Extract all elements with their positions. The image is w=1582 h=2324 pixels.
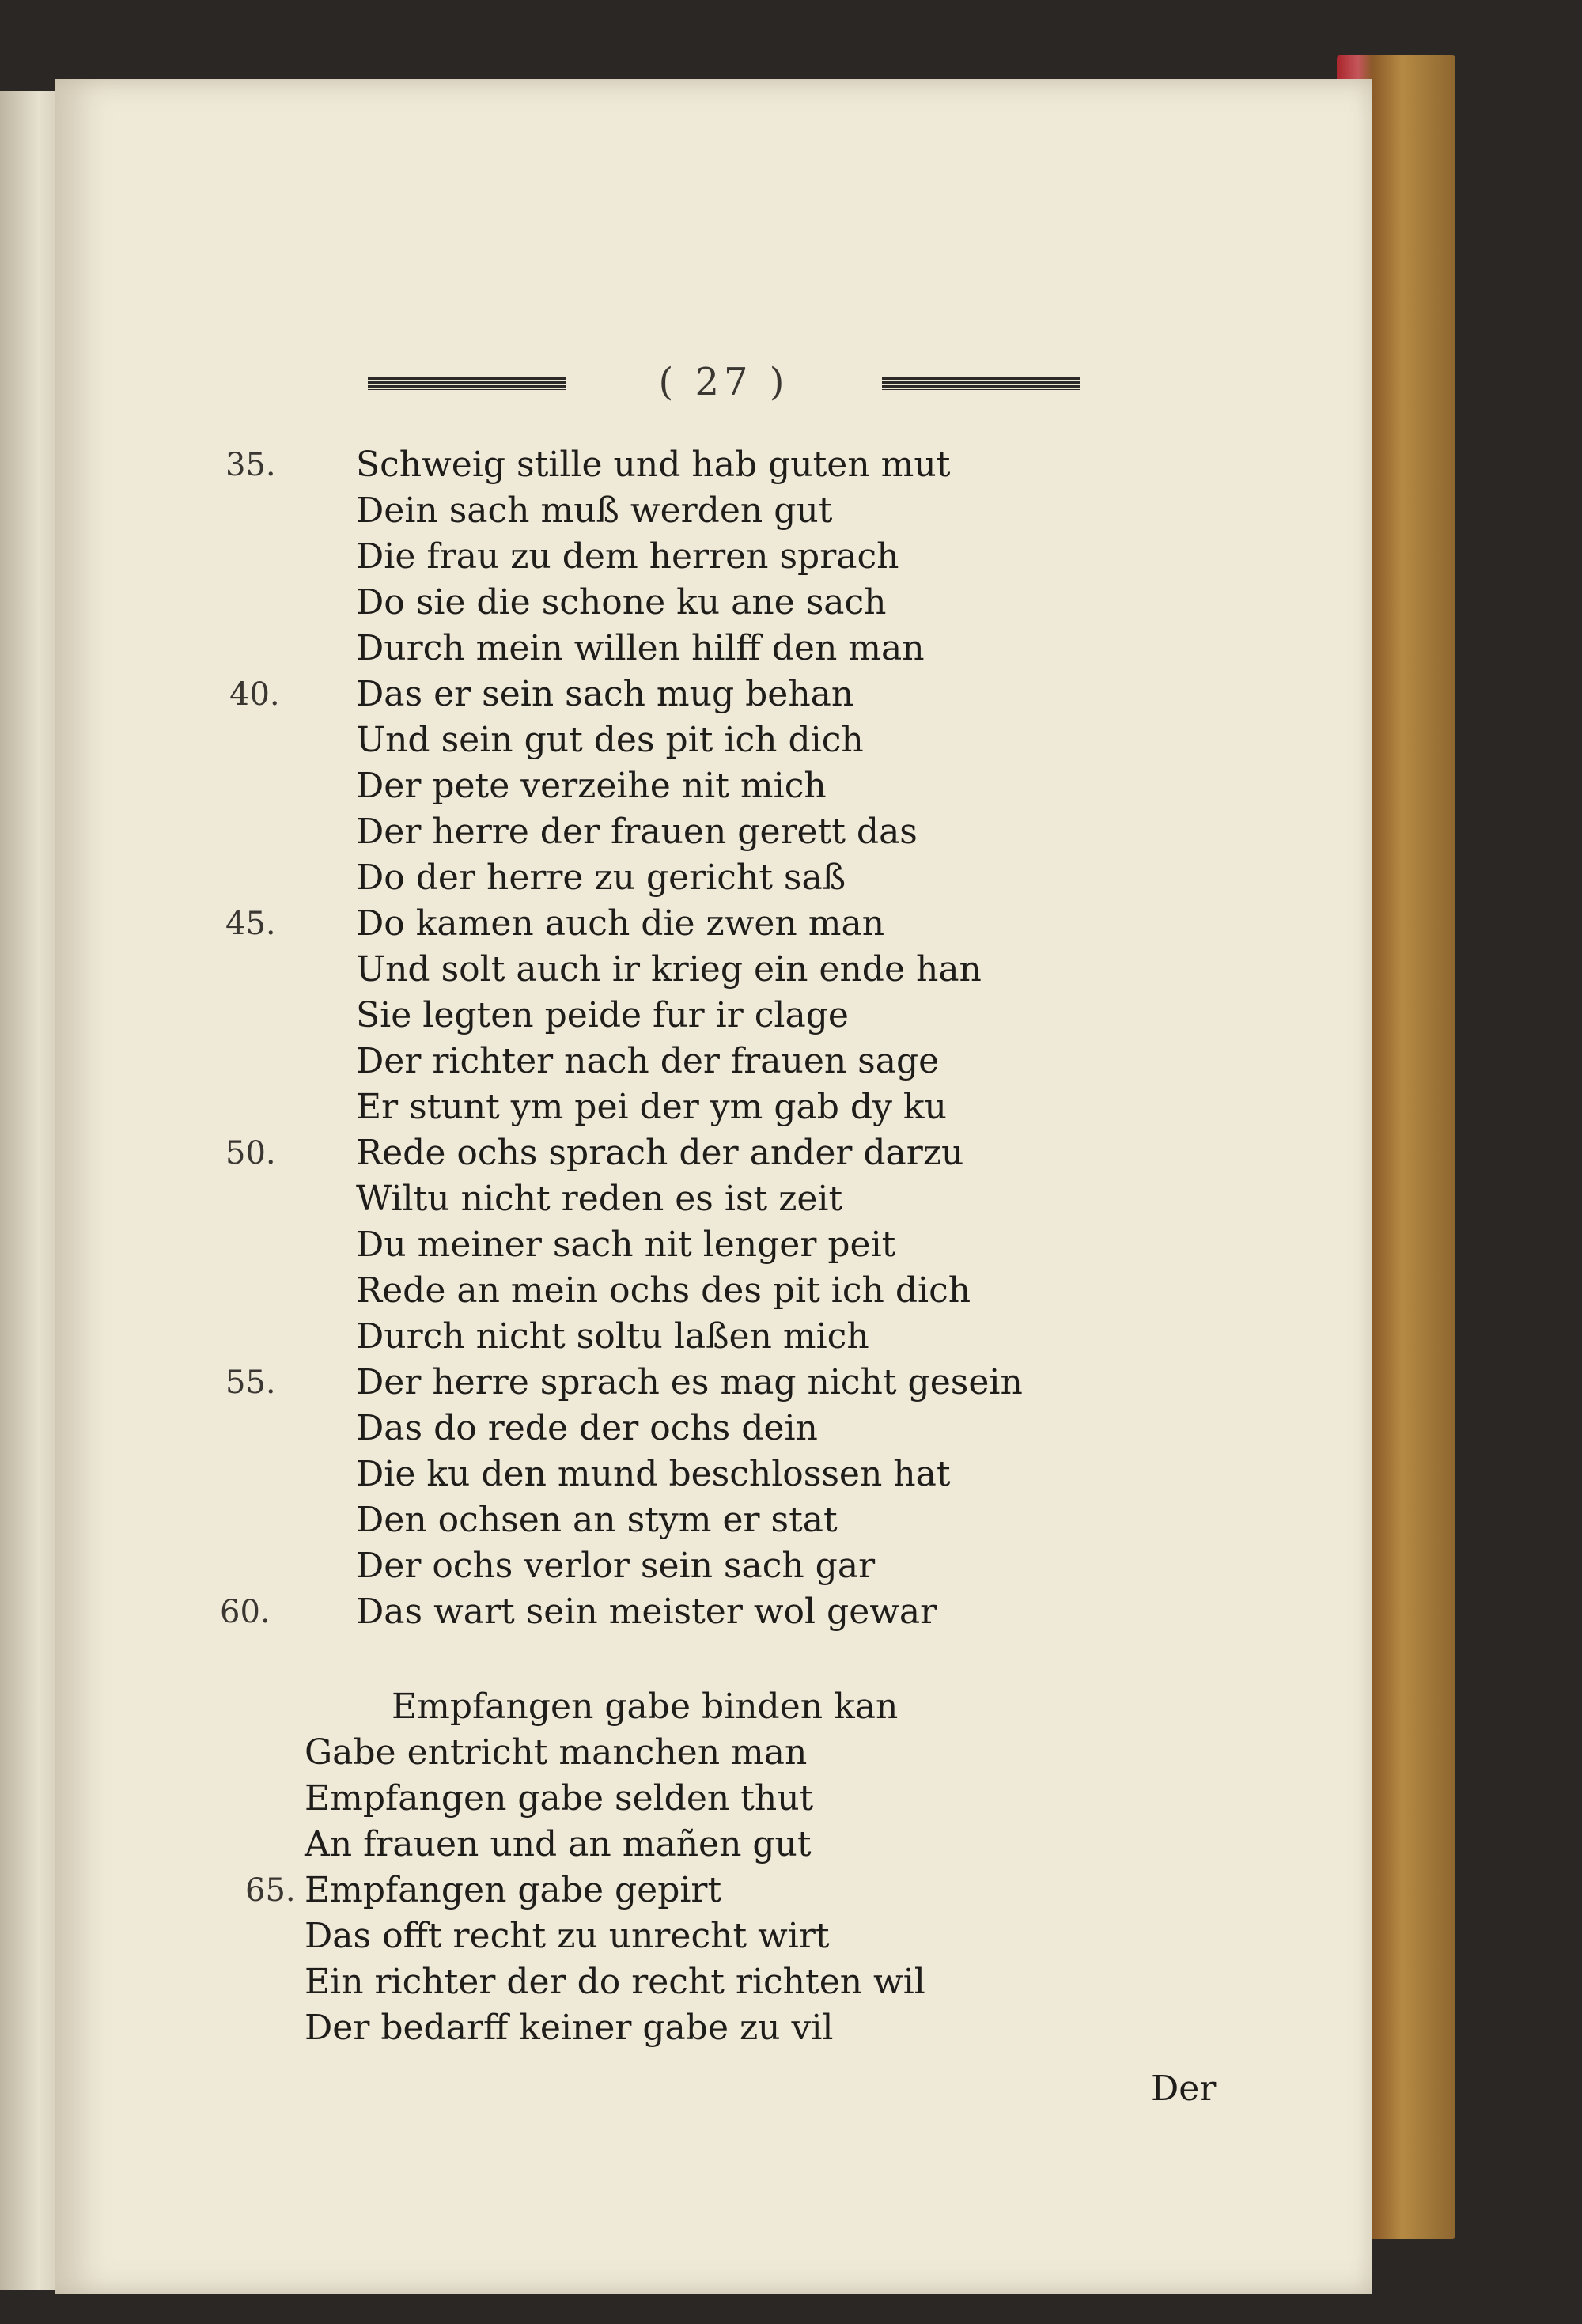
verse-line: Und solt auch ir krieg ein ende han [356, 949, 982, 990]
header-rule-right [882, 377, 1080, 390]
verse-line: Do der herre zu gericht saß [356, 857, 846, 898]
verse-line: Er stunt ym pei der ym gab dy ku [356, 1087, 947, 1127]
header-rule-left [368, 377, 566, 390]
verse-line: Rede an mein ochs des pit ich dich [356, 1270, 971, 1311]
verse-line: Empfangen gabe gepirt [305, 1870, 722, 1910]
line-number: 45. [225, 906, 276, 942]
verse-line: Das offt recht zu unrecht wirt [305, 1916, 830, 1956]
verse-line: Die frau zu dem herren sprach [356, 536, 899, 577]
verse-line: An frauen und an mañen gut [305, 1824, 812, 1864]
verse-line: Das do rede der ochs dein [356, 1408, 818, 1448]
verse-line: Der ochs verlor sein sach gar [356, 1546, 876, 1586]
verse-line: Wiltu nicht reden es ist zeit [356, 1179, 843, 1219]
verse-line: Der bedarff keiner gabe zu vil [305, 2008, 834, 2048]
line-number: 60. [220, 1594, 271, 1630]
verse-line: Der herre der frauen gerett das [356, 812, 918, 852]
verse-line: Und sein gut des pit ich dich [356, 720, 864, 760]
left-page-edge [0, 91, 55, 2290]
verse-line: Ein richter der do recht richten wil [305, 1962, 925, 2002]
verse-line: Gabe entricht manchen man [305, 1732, 808, 1773]
verse-line: Die ku den mund beschlossen hat [356, 1454, 951, 1494]
verse-line: Do sie die schone ku ane sach [356, 582, 887, 623]
verse-line: Sie legten peide fur ir clage [356, 995, 849, 1035]
verse-line: Das er sein sach mug behan [356, 674, 854, 714]
verse-line: Du meiner sach nit lenger peit [356, 1224, 896, 1265]
verse-line: Empfangen gabe binden kan [392, 1686, 899, 1727]
verse-line: Durch mein willen hilff den man [356, 628, 925, 668]
verse-line: Das wart sein meister wol gewar [356, 1592, 937, 1632]
verse-line: Rede ochs sprach der ander darzu [356, 1133, 964, 1173]
line-number: 40. [229, 676, 280, 713]
line-number: 35. [225, 447, 276, 483]
verse-line: Der herre sprach es mag nicht gesein [356, 1362, 1023, 1402]
verse-line: Empfangen gabe selden thut [305, 1778, 814, 1819]
verse-line: Der richter nach der frauen sage [356, 1041, 940, 1081]
line-number: 65. [245, 1872, 296, 1909]
verse-line: Dein sach muß werden gut [356, 490, 833, 531]
verse-line: Durch nicht soltu laßen mich [356, 1316, 869, 1357]
catchword: Der [1151, 2069, 1217, 2109]
line-number: 50. [225, 1135, 276, 1171]
book-page [55, 79, 1372, 2294]
verse-line: Do kamen auch die zwen man [356, 903, 885, 944]
line-number: 55. [225, 1364, 276, 1401]
verse-line: Der pete verzeihe nit mich [356, 766, 827, 806]
verse-line: Den ochsen an stym er stat [356, 1500, 838, 1540]
verse-line: Schweig stille und hab guten mut [356, 445, 951, 485]
page-header [368, 360, 1080, 407]
page-number: ( 27 ) [658, 360, 789, 404]
